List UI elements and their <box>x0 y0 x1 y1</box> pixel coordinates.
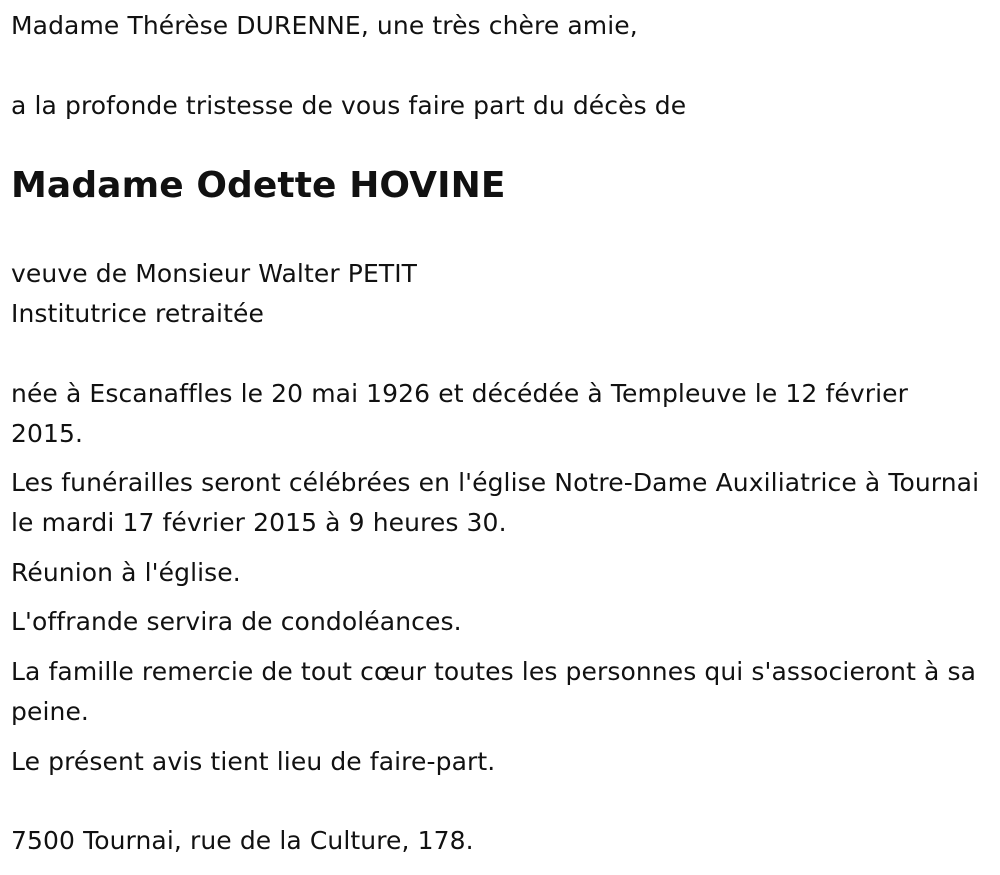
funeral-paragraph: Les funérailles seront célébrées en l'église Notre-Dame Auxiliatrice à Tournai le mardi 17 février 2015 à 9 heures 30. <box>11 468 980 537</box>
birth-death-paragraph: née à Escanaffles le 20 mai 1926 et décédée à Templeuve le 12 février 2015. <box>11 379 908 448</box>
address-line: 7500 Tournai, rue de la Culture, 178. <box>11 826 474 855</box>
spouse-line: veuve de Monsieur Walter PETIT <box>11 259 418 288</box>
announcer-line: Madame Thérèse DURENNE, une très chère amie, <box>11 11 638 40</box>
meeting-line: Réunion à l'église. <box>11 558 241 587</box>
intro-line: a la profonde tristesse de vous faire part du décès de <box>11 91 687 120</box>
offering-line: L'offrande servira de condoléances. <box>11 607 462 636</box>
deceased-name: Madame Odette HOVINE <box>11 165 506 206</box>
notice-line: Le présent avis tient lieu de faire-part. <box>11 747 496 776</box>
profession-line: Institutrice retraitée <box>11 299 264 328</box>
thanks-paragraph: La famille remercie de tout cœur toutes les personnes qui s'associeront à sa peine. <box>11 657 977 726</box>
